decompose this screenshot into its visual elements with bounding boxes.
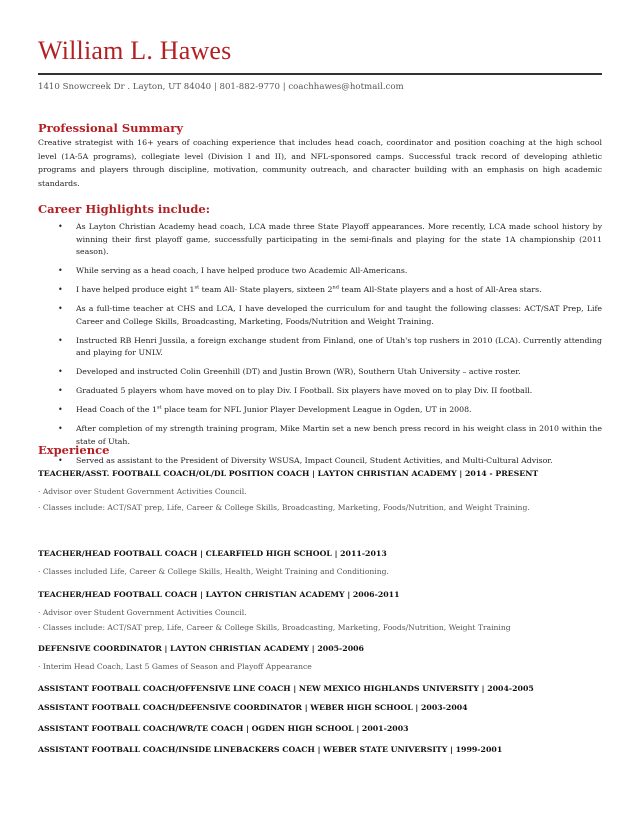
contact-line: 1410 Snowcreek Dr . Layton, UT 84040 | 801-882-9770 | coachhawes@hotmail.com — [38, 82, 404, 92]
job-entry-4 — [38, 644, 602, 671]
summary-text: Creative strategist with 16+ years of coaching experience that includes head coach, coordinator and position coaching at the high school level (1A-5A programs), collegiate level (Division I and II), and NFL-sponsored camps. Successful track record of developing athletic programs and players through discipline, motivation, community outreach, and character building with an emphasis on high academic standards. — [38, 138, 602, 188]
job-detail: · Advisor over Student Government Activities Council. — [38, 487, 247, 496]
job-detail: · Interim Head Coach, Last 5 Games of Season and Playoff Appearance — [38, 662, 312, 671]
summary-heading: Professional Summary — [38, 121, 184, 135]
candidate-name: William L. Hawes — [38, 36, 232, 65]
list-item: • While serving as a head coach, I have helped produce two Academic All-Americans. — [38, 265, 602, 278]
job-title: ASSISTANT FOOTBALL COACH/INSIDE LINEBACKERS COACH | WEBER STATE UNIVERSITY | 1999-2001 — [38, 745, 503, 754]
list-item: • I have helped produce eight 1st team All- State players, sixteen 2nd team All-State players and a host of All-Area stars. — [38, 284, 602, 297]
job-title: TEACHER/ASST. FOOTBALL COACH/OL/DL POSITION COACH | LAYTON CHRISTIAN ACADEMY | 2014 - PRESENT — [38, 469, 539, 478]
bullet-icon: • — [58, 367, 63, 376]
job-entry-3 — [38, 590, 602, 632]
list-item: • Graduated 5 players whom have moved on to play Div. I Football. Six players have moved on to play Div. II football. — [38, 385, 602, 398]
highlights-list — [38, 221, 602, 474]
job-detail: · Classes include: ACT/SAT prep, Life, Career & College Skills, Broadcasting, Marketing, Foods/Nutrition, Weight Training — [38, 623, 511, 632]
job-entry-8 — [38, 745, 602, 754]
bullet-icon: • — [58, 222, 63, 231]
job-detail: · Classes included Life, Career & College Skills, Health, Weight Training and Conditioning. — [38, 567, 389, 576]
bullet-icon: • — [58, 304, 63, 313]
job-entry-6 — [38, 703, 602, 712]
job-title: DEFENSIVE COORDINATOR | LAYTON CHRISTIAN ACADEMY | 2005-2006 — [38, 644, 364, 653]
bullet-icon: • — [58, 455, 63, 465]
bullet-icon: • — [58, 405, 63, 414]
list-item: • As a full-time teacher at CHS and LCA, I have developed the curriculum for and taught the following classes: ACT/SAT Prep, Life Career and College Skills, Broadcasting, Marketing, Foods/Nutrition and Weight Training. — [58, 304, 602, 326]
bullet-icon: • — [58, 386, 63, 395]
list-item: • Served as assistant to the President of Diversity WSUSA, Impact Council, Student Activities, and Multi-Cultural Advisor. — [38, 455, 602, 468]
bullet-icon: • — [58, 424, 63, 433]
job-entry-7 — [38, 724, 602, 733]
list-item: • After completion of my strength training program, Mike Martin set a new bench press record in his weight class in 2010 within the state of Utah. — [58, 424, 602, 446]
job-title: TEACHER/HEAD FOOTBALL COACH | CLEARFIELD HIGH SCHOOL | 2011-2013 — [38, 549, 387, 558]
list-item: • Developed and instructed Colin Greenhill (DT) and Justin Brown (WR), Southern Utah University – active roster. — [38, 366, 602, 379]
list-item: • As Layton Christian Academy head coach, LCA made three State Playoff appearances. More recently, LCA made school history by winning their first playoff game, successfully participating in the semi-finals and playing for the state 1A championship (2011 season). — [58, 222, 602, 256]
bullet-icon: • — [58, 335, 63, 345]
list-item: • Head Coach of the 1st place team for NFL Junior Player Development League in Ogden, UT in 2008. — [38, 404, 602, 417]
job-title: ASSISTANT FOOTBALL COACH/OFFENSIVE LINE COACH | NEW MEXICO HIGHLANDS UNIVERSITY | 2004-2005 — [38, 684, 534, 693]
highlights-heading: Career Highlights include: — [38, 202, 210, 216]
header-divider — [38, 73, 602, 75]
job-title: ASSISTANT FOOTBALL COACH/WR/TE COACH | OGDEN HIGH SCHOOL | 2001-2003 — [38, 724, 409, 733]
job-detail: · Classes include: ACT/SAT prep, Life, Career & College Skills, Broadcasting, Marketing, Foods/Nutrition, and Weight Training. — [38, 503, 530, 512]
list-item: • Instructed RB Henri Jussila, a foreign exchange student from Finland, one of Utah's top rushers in 2010 (LCA). Currently attending and playing for UNLV. — [58, 335, 602, 357]
job-entry-1 — [38, 469, 602, 512]
job-title: TEACHER/HEAD FOOTBALL COACH | LAYTON CHRISTIAN ACADEMY | 2006-2011 — [38, 590, 400, 599]
bullet-icon: • — [58, 285, 63, 294]
job-entry-2 — [38, 549, 602, 576]
job-title: ASSISTANT FOOTBALL COACH/DEFENSIVE COORDINATOR | WEBER HIGH SCHOOL | 2003-2004 — [38, 703, 468, 712]
experience-heading: Experience — [38, 443, 110, 457]
job-detail: · Advisor over Student Government Activities Council. — [38, 608, 247, 617]
job-entry-5 — [38, 684, 602, 693]
bullet-icon: • — [58, 266, 63, 275]
